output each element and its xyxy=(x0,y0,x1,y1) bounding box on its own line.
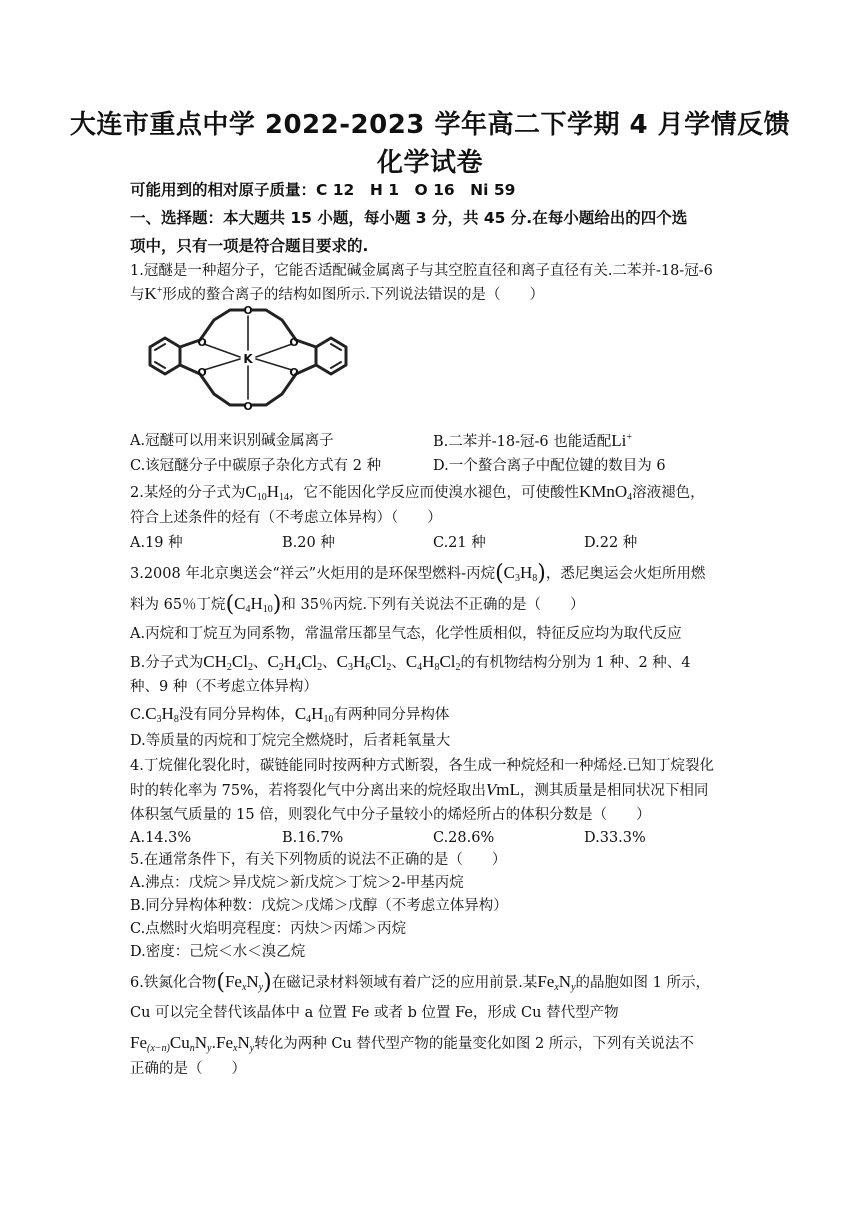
formula-c3h8: $C_3H_8$ xyxy=(503,563,538,584)
q5-stem: 5.在通常条件下，有关下列物质的说法不正确的是（ ） xyxy=(130,852,507,868)
q4-option-b[interactable]: B.16.7% xyxy=(282,830,344,846)
q4-option-c[interactable]: C.28.6% xyxy=(433,830,495,846)
q2-stem-line2: 符合上述条件的烃有（不考虑立体异构）（ ） xyxy=(130,510,442,526)
q4-stem-line3: 体积氢气质量的 15 倍，则裂化气中分子量较小的烯烃所占的体积分数是（ ） xyxy=(130,807,651,823)
q1-option-a[interactable]: A.冠醚可以用来识别碱金属离子 xyxy=(130,433,334,449)
q2-option-b[interactable]: B.20 种 xyxy=(282,535,335,551)
oxygen-label: O xyxy=(197,366,207,379)
formula-c4h10: $C_4H_{10}$ xyxy=(234,594,273,615)
potassium-ion: K+ xyxy=(144,284,163,303)
volume-vml: VmL xyxy=(485,780,520,799)
q4-stem-line2: 时的转化率为 75%，若将裂化气中分离出来的烷烃取出VmL，测其质量是相同状况下相同 xyxy=(130,780,709,799)
q1-option-d[interactable]: D.一个螯合离子中配位键的数目为 6 xyxy=(433,458,666,474)
potassium-center-label: K xyxy=(243,352,253,366)
crown-ether-structure-figure xyxy=(132,302,364,422)
section-heading-line1: 一、选择题：本大题共 15 小题，每小题 3 分，共 45 分.在每小题给出的四个选 xyxy=(130,209,688,227)
q4-stem-line1: 4.丁烷催化裂化时，碳链能同时按两种方式断裂，各生成一种烷烃和一种烯烃.已知丁烷裂化 xyxy=(130,758,714,774)
q1-option-c[interactable]: C.该冠醚分子中碳原子杂化方式有 2 种 xyxy=(130,458,382,474)
q2-option-d[interactable]: D.22 种 xyxy=(584,535,638,551)
q5-option-c[interactable]: C.点燃时火焰明亮程度：丙炔＞丙烯＞丙烷 xyxy=(130,921,407,937)
formula-kmno4: KMnO$_4$ xyxy=(578,482,633,503)
exam-title-line2: 化学试卷 xyxy=(376,148,483,178)
section-heading-line2: 项中，只有一项是符合题目要求的. xyxy=(130,237,369,255)
q1-stem-line2: 与K+形成的螯合离子的结构如图所示.下列说法错误的是（ ） xyxy=(130,284,545,303)
q3-option-d[interactable]: D.等质量的丙烷和丁烷完全燃烧时，后者耗氧量大 xyxy=(130,733,451,749)
q5-option-a[interactable]: A.沸点：戊烷＞异戊烷＞新戊烷＞丁烷＞2-甲基丙烷 xyxy=(130,875,464,891)
q3-option-b-line1[interactable]: B.分子式为$CH_2Cl_2$、$C_2H_4Cl_2$、$C_3H_6Cl_2$、$C_4H_8Cl_2$的有机物结构分别为 1 种、2 种、4 xyxy=(130,652,691,673)
q6-stem-line2: Cu 可以完全替代该晶体中 a 位置 Fe 或者 b 位置 Fe，形成 Cu 替代型产物 xyxy=(130,1005,619,1021)
oxygen-label: O xyxy=(289,366,299,379)
q2-option-c[interactable]: C.21 种 xyxy=(433,535,486,551)
atomic-masses: 可能用到的相对原子质量：C 12 H 1 O 16 Ni 59 xyxy=(130,181,516,199)
formula-fe-cu-n: $Fe_{(x-n)}Cu_nN_y$ xyxy=(130,1033,212,1054)
q3-option-b-line2: 种、9 种（不考虑立体异构） xyxy=(130,679,318,695)
oxygen-label: O xyxy=(243,400,253,413)
formula-fexny: $Fe_xN_y$ xyxy=(224,972,264,993)
oxygen-label: O xyxy=(197,336,207,349)
q6-stem-line4: 正确的是（ ） xyxy=(130,1061,246,1077)
q1-option-b[interactable]: B.二苯并-18-冠-6 也能适配Li+ xyxy=(433,431,632,450)
q1-stem-line1: 1.冠醚是一种超分子，它能否适配碱金属离子与其空腔直径和离子直径有关.二苯并-18-冠-6 xyxy=(130,263,713,279)
q5-option-b[interactable]: B.同分异构体种数：戊烷＞戊烯＞戊醇（不考虑立体异构） xyxy=(130,898,508,914)
oxygen-label: O xyxy=(289,336,299,349)
q2-stem-line1: 2.某烃的分子式为$C_{10}H_{14}$，它不能因化学反应而使溴水褪色，可使酸性KMnO$_4$溶液褪色， xyxy=(130,482,705,503)
q3-option-c[interactable]: $C.C_3H_8$没有同分异构体，$C_4H_{10}$有两种同分异构体 xyxy=(130,704,450,725)
formula-c10h14: $C_{10}H_{14}$ xyxy=(245,482,289,503)
q4-option-d[interactable]: D.33.3% xyxy=(584,830,646,846)
q3-stem-line2: 料为 65％丁烷$(C_4H_{10})$和 35％丙烷.下列有关说法不正确的是（ ） xyxy=(130,592,585,617)
exam-title-line1: 大连市重点中学 2022-2023 学年高二下学期 4 月学情反馈 xyxy=(69,110,791,140)
q6-stem-line3: $Fe_{(x-n)}Cu_nN_y.Fe_xN_y$转化为两种 Cu 替代型产物的能量变化如图 2 所示，下列有关说法不 xyxy=(130,1033,694,1054)
q5-option-d[interactable]: D.密度：己烷＜水＜溴乙烷 xyxy=(130,944,306,960)
oxygen-label: O xyxy=(243,304,253,317)
q4-option-a[interactable]: A.14.3% xyxy=(130,830,192,846)
q3-stem-line1: 3.2008 年北京奥送会“祥云”火炬用的是环保型燃料-丙烷$(C_3H_8)$，悉尼奥运会火炬所用燃 xyxy=(130,561,706,586)
q3-option-a[interactable]: A.丙烷和丁烷互为同系物，常温常压都呈气态，化学性质相似，特征反应均为取代反应 xyxy=(130,626,682,642)
q2-option-a[interactable]: A.19 种 xyxy=(130,535,183,551)
q6-stem-line1: 6.铁氮化合物$(Fe_xN_y)$在磁记录材料领域有着广泛的应用前景.某$Fe_xN_y$的晶胞如图 1 所示， xyxy=(130,970,710,995)
